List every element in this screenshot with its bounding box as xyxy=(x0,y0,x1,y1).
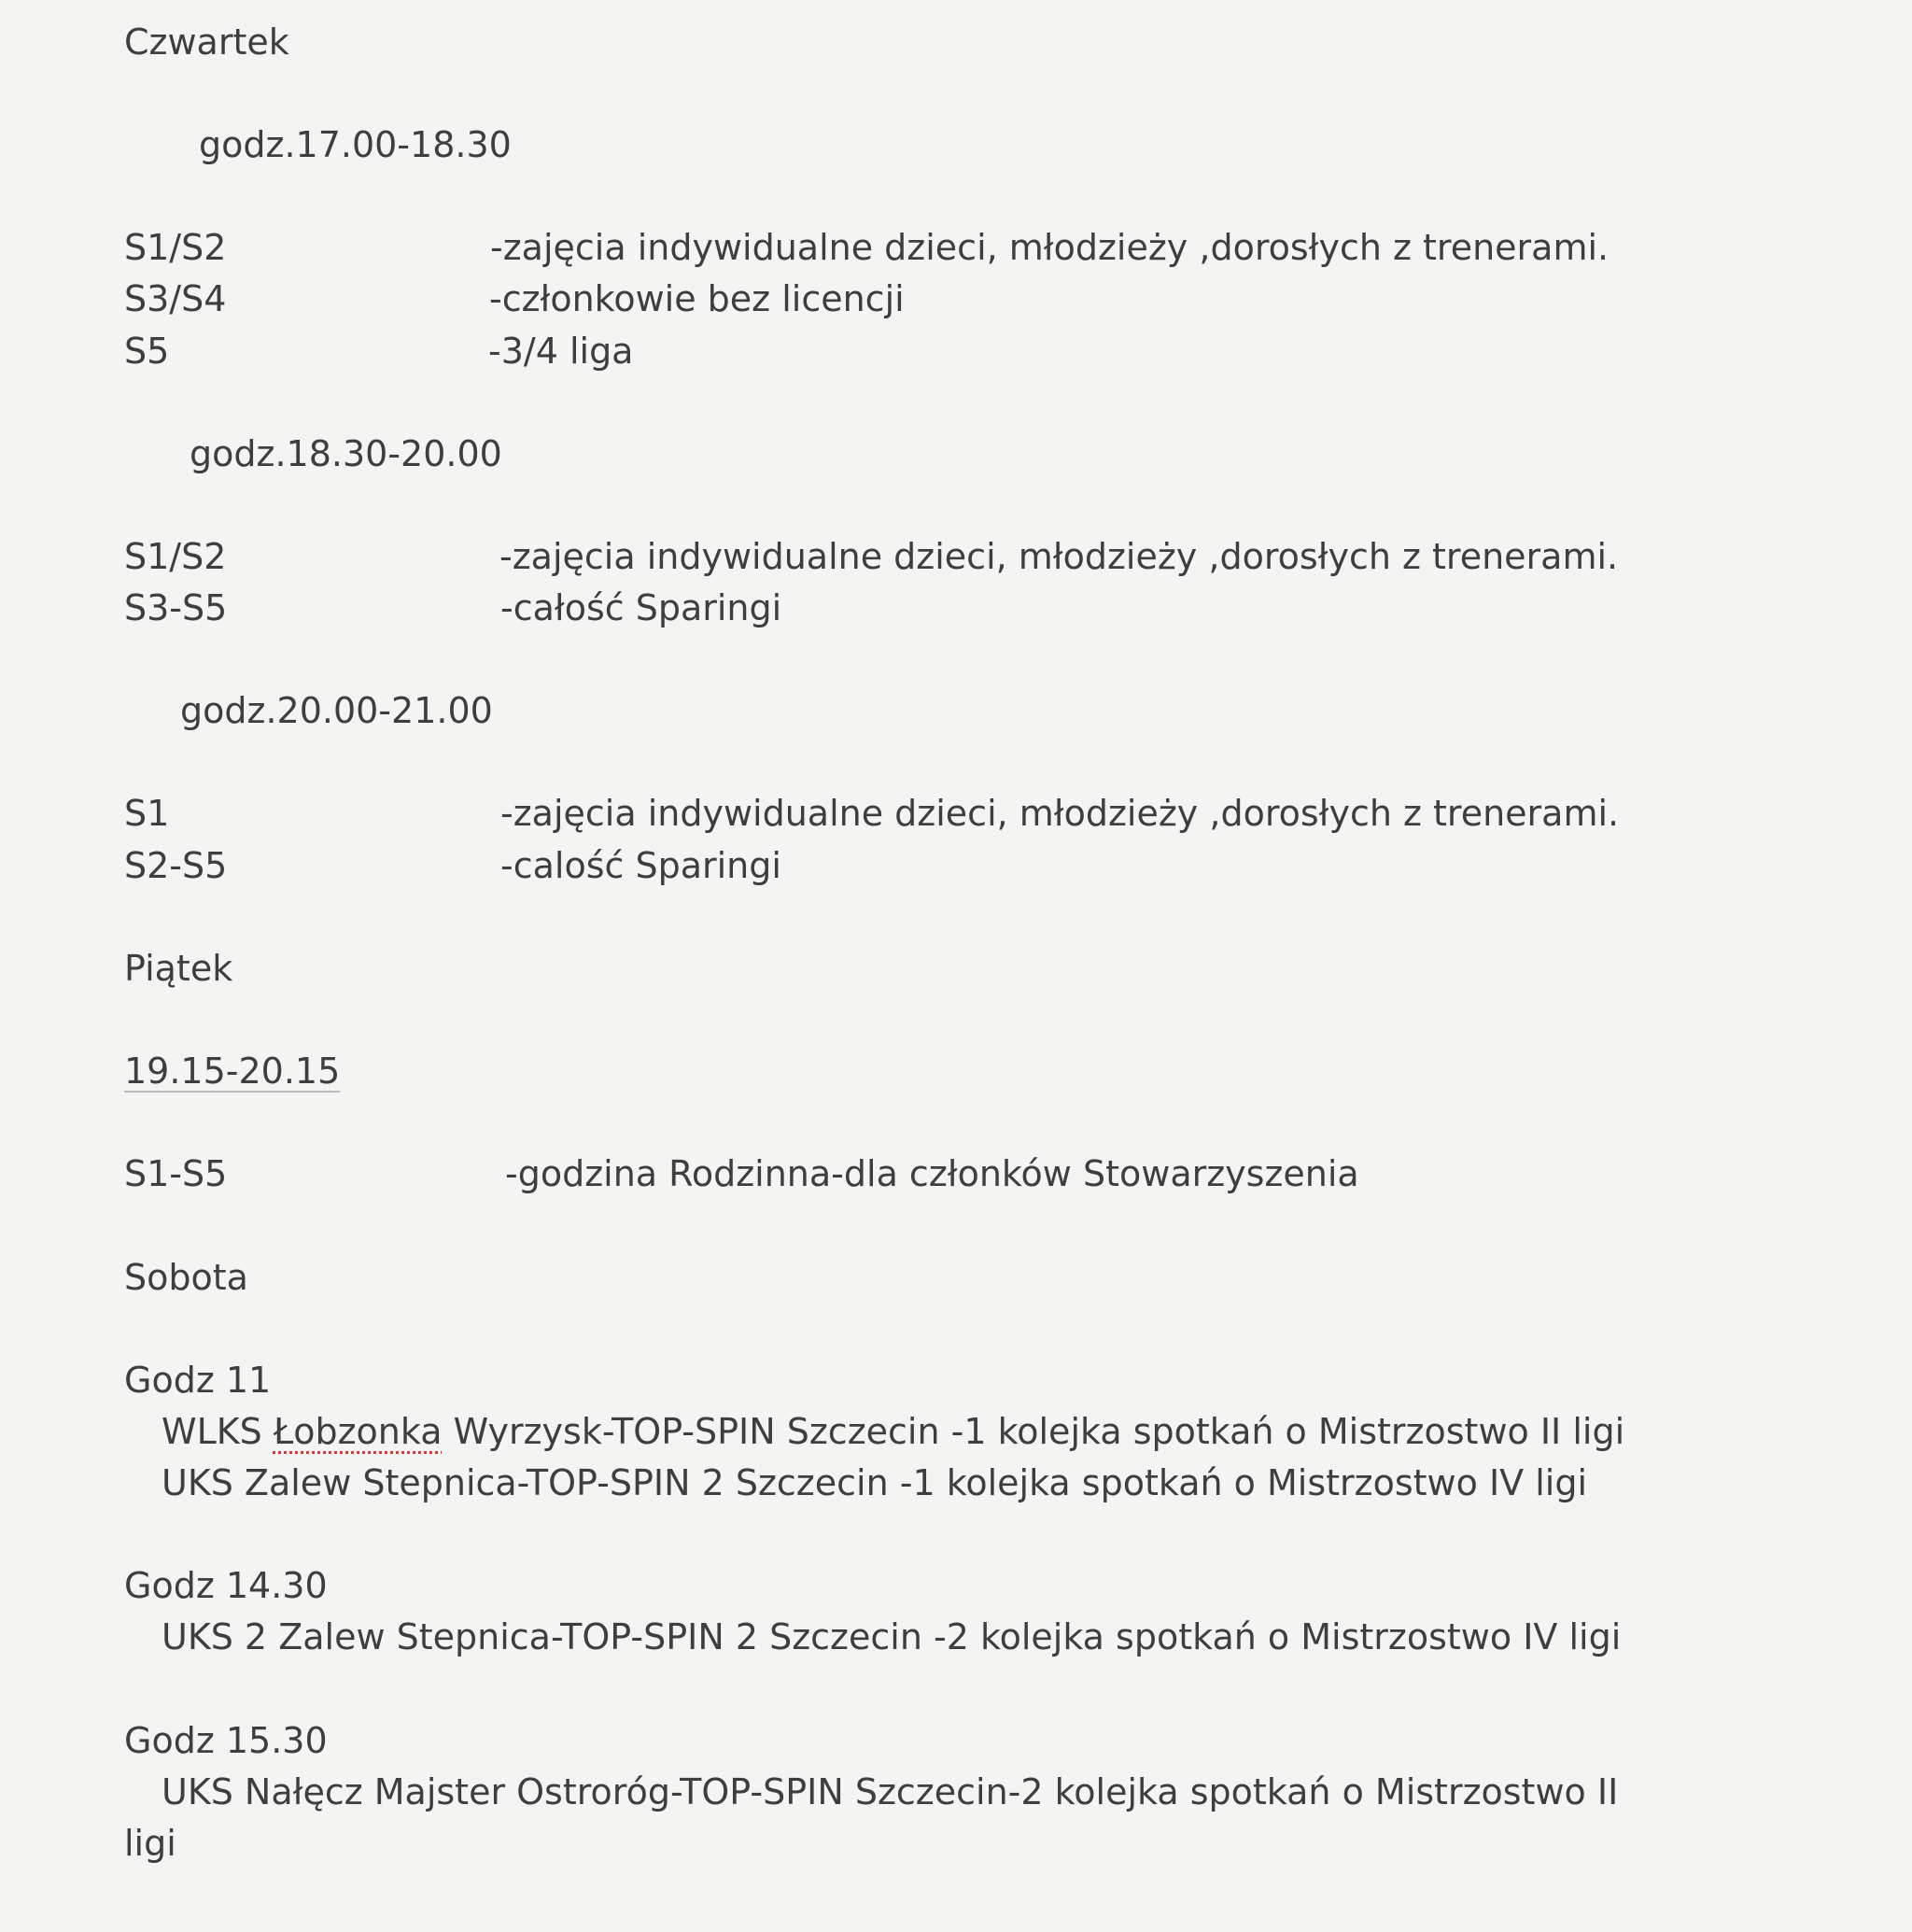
time-slot-heading: godz.20.00-21.00 xyxy=(180,690,493,731)
row-label: S1 xyxy=(124,793,170,834)
row-label: S5 xyxy=(124,331,170,372)
match-entry: UKS Zalew Stepnica-TOP-SPIN 2 Szczecin -1 kolejka spotkań o Mistrzostwo IV ligi xyxy=(162,1462,1588,1503)
row-description: -3/4 liga xyxy=(488,331,634,372)
row-label: S1/S2 xyxy=(124,227,227,268)
time-heading: Godz 11 xyxy=(124,1360,272,1401)
row-description: -członkowie bez licencji xyxy=(489,278,905,319)
row-label: S3-S5 xyxy=(124,587,228,628)
row-description: -zajęcia indywidualne dzieci, młodzieży ,dorosłych z trenerami. xyxy=(499,536,1619,577)
day-heading-friday: Piątek xyxy=(124,948,233,989)
row-label: S3/S4 xyxy=(124,278,227,319)
row-label: S2-S5 xyxy=(124,845,228,886)
time-heading: Godz 14.30 xyxy=(124,1565,328,1606)
time-slot-heading: godz.17.00-18.30 xyxy=(199,124,512,165)
row-label: S1/S2 xyxy=(124,536,227,577)
row-description: -zajęcia indywidualne dzieci, młodzieży ,dorosłych z trenerami. xyxy=(500,793,1620,834)
row-description: -calość Sparingi xyxy=(500,845,781,886)
day-heading-saturday: Sobota xyxy=(124,1257,248,1298)
time-slot-heading: 19.15-20.15 xyxy=(124,1051,341,1092)
day-heading-thursday: Czwartek xyxy=(124,21,289,63)
row-description: -zajęcia indywidualne dzieci, młodzieży ,dorosłych z trenerami. xyxy=(490,227,1610,268)
match-entry: UKS 2 Zalew Stepnica-TOP-SPIN 2 Szczecin -2 kolejka spotkań o Mistrzostwo IV ligi xyxy=(162,1616,1622,1657)
time-slot-heading: godz.18.30-20.00 xyxy=(190,433,502,474)
match-entry-continuation: ligi xyxy=(124,1823,176,1864)
match-entry xyxy=(162,1411,1625,1452)
match-text: WLKS xyxy=(162,1411,274,1452)
row-label: S1-S5 xyxy=(124,1153,228,1194)
time-heading: Godz 15.30 xyxy=(124,1720,328,1761)
row-description: -całość Sparingi xyxy=(500,587,782,628)
match-text: Wyrzysk-TOP-SPIN Szczecin -1 kolejka spotkań o Mistrzostwo II ligi xyxy=(442,1411,1625,1452)
row-description: -godzina Rodzinna-dla członków Stowarzyszenia xyxy=(505,1153,1359,1194)
spellcheck-flagged-word[interactable]: Łobzonka xyxy=(273,1411,443,1452)
match-entry: UKS Nałęcz Majster Ostroróg-TOP-SPIN Szczecin-2 kolejka spotkań o Mistrzostwo II xyxy=(162,1771,1619,1812)
